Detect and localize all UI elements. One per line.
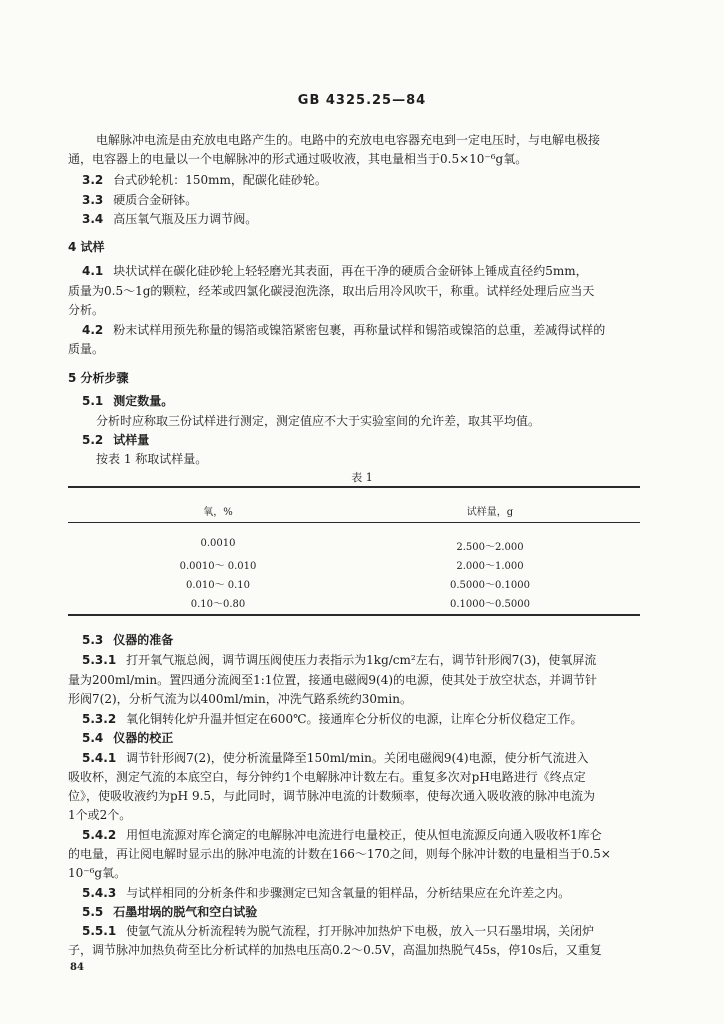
item-number: 3.3 [82,193,104,207]
table-cell-oxygen: 0.10～0.80 [190,599,246,610]
para-number: 5.3.1 [82,653,117,667]
table-cell-oxygen: 0.0010～ 0.010 [179,561,257,572]
sub-title: 石墨坩埚的脱气和空白试验 [113,905,258,919]
item-text: 硬质合金研钵。 [113,193,198,207]
sub-number: 5.5 [82,905,104,919]
section-5-title: 5 分析步骤 [68,371,129,385]
sub-title: 试样量 [113,433,150,447]
para-5-4-1-line-3: 位》，使吸收液约为pH 9.5，与此同时，调节脉冲电流的计数频率，使每次通入吸收液的脉冲电流为 [68,789,596,803]
para-number: 5.4.2 [82,828,117,842]
table-header-rule [68,522,640,523]
table-cell-mass: 0.1000～0.5000 [450,599,530,610]
para-5-4-3 [82,886,570,901]
para-text: 调节针形阀7(2)，使分析流量降至150ml/min。关闭电磁阀9(4)电源，使分析气流进入 [126,751,589,765]
para-5-3-1-line-2: 量为200ml/min。置四通分流阀至1:1位置，接通电磁阀9(4)的电源，使其处于放空状态，并调节针 [68,673,598,687]
para-5-3-1-line-1 [82,653,596,668]
para-5-4-2-line-2: 的电量，再让阅电解时显示出的脉冲电流的计数在166～170之间，则每个脉冲计数的电量相当于0.5× [68,847,611,861]
para-5-3-1-line-3: 形阀7(2)，分析气流为以400ml/min，冲洗气路系统约30min。 [68,692,412,706]
intro-line-1: 电解脉冲电流是由充放电电路产生的。电路中的充放电电容器充电到一定电压时，与电解电极接 [96,133,601,147]
sub-5-1-text: 分析时应称取三份试样进行测定，测定值应不大于实验室间的允许差，取其平均值。 [96,414,541,428]
table-top-rule [68,486,640,488]
para-number: 5.3.2 [82,712,117,726]
para-4-2-line-1 [82,323,605,338]
para-number: 4.2 [82,323,104,337]
sub-5-2-text: 按表 1 称取试样量。 [96,452,208,466]
sub-5-3-heading [82,633,173,648]
para-4-1-line-3: 分析。 [68,303,105,317]
table-cell-mass: 2.500～2.000 [456,542,524,553]
table-header-mass: 试样量，g [466,507,514,518]
para-4-1-line-1 [82,264,588,279]
page-number: 84 [70,962,84,973]
standard-header: GB 4325.25—84 [297,93,427,108]
item-number: 3.4 [82,212,104,226]
sub-title: 仪器的校正 [113,731,174,745]
section-4-title: 4 试样 [68,240,105,254]
para-number: 5.4.3 [82,886,117,900]
table-bottom-rule [68,614,640,616]
table-caption: 表 1 [351,471,373,484]
para-number: 4.1 [82,264,104,278]
sub-5-2-heading [82,433,149,448]
para-5-4-1-line-4: 1个或2个。 [68,808,132,822]
para-5-4-1-line-1 [82,751,589,766]
para-4-1-line-2: 质量为0.5～1g的颗粒，经苯或四氯化碳浸泡洗涤，取出后用冷风吹干，称重。试样经处理后应当天 [68,284,595,298]
table-cell-mass: 0.5000～0.1000 [450,580,530,591]
para-text: 打开氧气瓶总阀，调节调压阀使压力表指示为1kg/cm²左右，调节针形阀7(3)，使氧屏流 [126,653,597,667]
sub-number: 5.4 [82,731,104,745]
sub-title: 仪器的准备 [113,633,174,647]
para-number: 5.4.1 [82,751,117,765]
sub-5-1-heading [82,394,173,409]
item-3-2 [82,173,327,188]
para-number: 5.5.1 [82,924,117,938]
para-5-5-1-line-2: 子，调节脉冲加热负荷至比分析试样的加热电压高0.2～0.5V，高温加热脱气45s，停10s后，又重复 [68,943,602,957]
table-cell-mass: 2.000～1.000 [456,561,524,572]
item-text: 台式砂轮机：150mm，配碳化硅砂轮。 [113,173,327,187]
table-cell-oxygen: 0.0010 [200,538,236,549]
item-3-4 [82,212,257,227]
para-text: 粉末试样用预先称量的锡箔或镍箔紧密包裹，再称量试样和锡箔或镍箔的总重，差减得试样的 [113,323,606,337]
table-cell-oxygen: 0.010～ 0.10 [185,580,251,591]
item-number: 3.2 [82,173,104,187]
para-5-4-1-line-2: 吸收杯，测定气流的本底空白，每分钟约1个电解脉冲计数左右。重复多次对pH电路进行《终点定 [68,770,586,784]
para-5-5-1-line-1 [82,924,594,939]
sub-number: 5.3 [82,633,104,647]
intro-line-2: 通，电容器上的电量以一个电解脉冲的形式通过吸收液，其电量相当于0.5×10⁻⁶g氧。 [68,152,528,166]
para-text: 块状试样在碳化硅砂轮上轻轻磨光其表面，再在干净的硬质合金研钵上锤成直径约5mm， [113,264,588,278]
table-header-oxygen: 氧，% [203,507,233,518]
para-5-4-2-line-3: 10⁻⁶g氧。 [68,866,127,880]
sub-number: 5.1 [82,394,104,408]
sub-title: 测定数量。 [113,394,174,408]
sub-5-4-heading [82,731,173,746]
para-4-2-line-2: 质量。 [68,342,105,356]
item-3-3 [82,193,197,208]
para-text: 使氩气流从分析流程转为脱气流程，打开脉冲加热炉下电极，放入一只石墨坩埚，关闭炉 [126,924,595,938]
para-text: 用恒电流源对库仑滴定的电解脉冲电流进行电量校正，使从恒电流源反向通入吸收杯1库仑 [126,828,602,842]
sub-5-5-heading [82,905,257,920]
para-text: 氧化铜转化炉升温并恒定在600℃。接通库仑分析仪的电源，让库仑分析仪稳定工作。 [126,712,583,726]
sub-number: 5.2 [82,433,104,447]
para-5-3-2 [82,712,583,727]
para-5-4-2-line-1 [82,828,602,843]
para-text: 与试样相同的分析条件和步骤测定已知含氧量的钼样品，分析结果应在允许差之内。 [126,886,571,900]
item-text: 高压氧气瓶及压力调节阀。 [113,212,258,226]
